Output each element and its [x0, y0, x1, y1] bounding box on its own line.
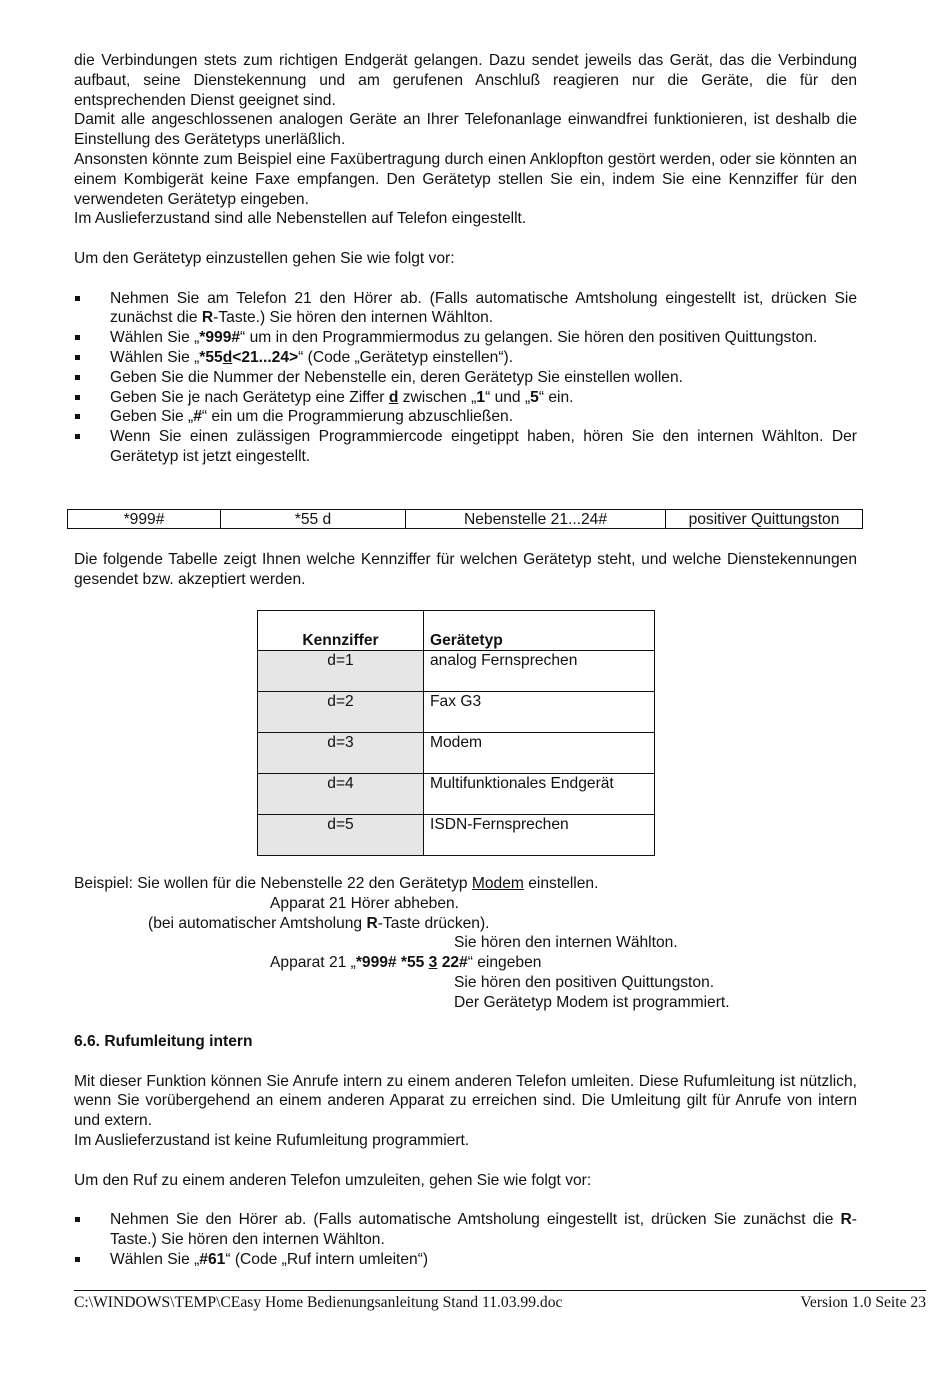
- example-line-7: Der Gerätetyp Modem ist programmiert.: [454, 993, 730, 1011]
- row-type: Multifunktionales Endgerät: [424, 774, 655, 815]
- step-2: Wählen Sie „*999#“ um in den Programmiermodus zu gelangen. Sie hören den positiven Quittungston.: [74, 328, 857, 348]
- row-code: d=1: [258, 651, 424, 692]
- row-code: d=4: [258, 774, 424, 815]
- table-row: [258, 651, 655, 692]
- section-heading: 6.6. Rufumleitung intern: [74, 1033, 253, 1050]
- section-paragraph-1: Mit dieser Funktion können Sie Anrufe intern zu einem anderen Telefon umleiten. Diese Rufumleitung ist nützlich, wenn Sie vorübergehend an einem anderen Apparat zu erreichen sind. Die Umleitung gilt für Anrufe von intern und extern.: [74, 1072, 857, 1130]
- section-step-1: Nehmen Sie den Hörer ab. (Falls automatische Amtsholung eingestellt ist, drücken Sie zunächst die R-Taste.) Sie hören den internen Wählton.: [74, 1210, 857, 1250]
- row-code: d=3: [258, 733, 424, 774]
- step-4: Geben Sie die Nummer der Nebenstelle ein, deren Gerätetyp Sie einstellen wollen.: [74, 368, 857, 388]
- example-line-2: Apparat 21 Hörer abheben.: [270, 894, 459, 912]
- code-cell-1: *999#: [68, 510, 221, 528]
- code-cell-2: *55 d: [221, 510, 406, 528]
- intro-paragraph-2: Damit alle angeschlossenen analogen Geräte an Ihrer Telefonanlage einwandfrei funktionieren, ist deshalb die Einstellung des Gerätetyps unerläßlich.: [74, 111, 857, 149]
- intro-paragraph-4: Im Auslieferzustand sind alle Nebenstellen auf Telefon eingestellt.: [74, 210, 527, 228]
- table-row: [258, 733, 655, 774]
- section-rufumleitung: [74, 1032, 857, 1270]
- code-cell-4: positiver Quittungston: [688, 511, 840, 528]
- section-steps-list: [74, 1210, 857, 1269]
- example-line-3: (bei automatischer Amtsholung R-Taste drücken).: [148, 914, 490, 932]
- row-type: Modem: [424, 733, 655, 774]
- example-block: [74, 874, 874, 1013]
- table-row: [258, 692, 655, 733]
- footer-version: Version 1.0 Seite 23: [800, 1294, 926, 1311]
- intro-paragraph-5: Um den Gerätetyp einzustellen gehen Sie wie folgt vor:: [74, 249, 455, 267]
- page-footer: [74, 1290, 926, 1312]
- code-sequence-bar: [67, 509, 863, 529]
- page-body: [74, 51, 857, 467]
- example-line-1: Beispiel: Sie wollen für die Nebenstelle 22 den Gerätetyp Modem einstellen.: [74, 875, 599, 892]
- row-type: analog Fernsprechen: [424, 651, 655, 692]
- row-type: ISDN-Fernsprechen: [424, 815, 655, 856]
- device-type-table: [257, 610, 655, 856]
- table-intro: Die folgende Tabelle zeigt Ihnen welche Kennziffer für welchen Gerätetyp steht, und welche Dienstekennungen gesendet bzw. akzeptiert werden.: [74, 551, 857, 588]
- header-kennziffer: Kennziffer: [258, 611, 424, 651]
- code-cell-3: Nebenstelle 21...24#: [406, 510, 666, 528]
- example-line-5: Apparat 21 „*999# *55 3 22#“ eingeben: [270, 954, 542, 972]
- table-row: [258, 815, 655, 856]
- step-6: Geben Sie „#“ ein um die Programmierung abzuschließen.: [74, 407, 857, 427]
- section-paragraph-3: Um den Ruf zu einem anderen Telefon umzuleiten, gehen Sie wie folgt vor:: [74, 1171, 592, 1189]
- row-type: Fax G3: [424, 692, 655, 733]
- intro-paragraph-1: die Verbindungen stets zum richtigen Endgerät gelangen. Dazu sendet jeweils das Gerät, das die Verbindung aufbaut, seine Dienstekennung und am gerufenen Anschluß reagieren nur die Geräte, die für den entsprechenden Dienst geeignet sind.: [74, 52, 857, 109]
- section-paragraph-2: Im Auslieferzustand ist keine Rufumleitung programmiert.: [74, 1131, 470, 1149]
- step-3: Wählen Sie „*55d<21...24>“ (Code „Gerätetyp einstellen“).: [74, 348, 857, 368]
- header-geraetetyp: Gerätetyp: [424, 611, 655, 651]
- example-line-4: Sie hören den internen Wählton.: [454, 934, 678, 952]
- row-code: d=2: [258, 692, 424, 733]
- table-row: [258, 774, 655, 815]
- example-line-6: Sie hören den positiven Quittungston.: [454, 973, 715, 991]
- row-code: d=5: [258, 815, 424, 856]
- intro-paragraph-3: Ansonsten könnte zum Beispiel eine Faxübertragung durch einen Anklopfton gestört werden, oder sie könnten an einem Kombigerät keine Faxe empfangen. Den Gerätetyp stellen Sie ein, indem Sie eine Kennziffer für den verwendeten Gerätetyp eingeben.: [74, 150, 857, 208]
- steps-list: [74, 289, 857, 467]
- table-header-row: [258, 611, 655, 651]
- footer-path: C:\WINDOWS\TEMP\CEasy Home Bedienungsanleitung Stand 11.03.99.doc: [74, 1294, 563, 1311]
- step-1: Nehmen Sie am Telefon 21 den Hörer ab. (Falls automatische Amtsholung eingestellt ist, drücken Sie zunächst die R-Taste.) Sie hören den internen Wählton.: [74, 289, 857, 329]
- step-7: Wenn Sie einen zulässigen Programmiercode eingetippt haben, hören Sie den internen Wählton. Der Gerätetyp ist jetzt eingestellt.: [74, 427, 857, 467]
- step-5: Geben Sie je nach Gerätetyp eine Ziffer d zwischen „1“ und „5“ ein.: [74, 388, 857, 408]
- section-step-2: Wählen Sie „#61“ (Code „Ruf intern umleiten“): [74, 1250, 857, 1270]
